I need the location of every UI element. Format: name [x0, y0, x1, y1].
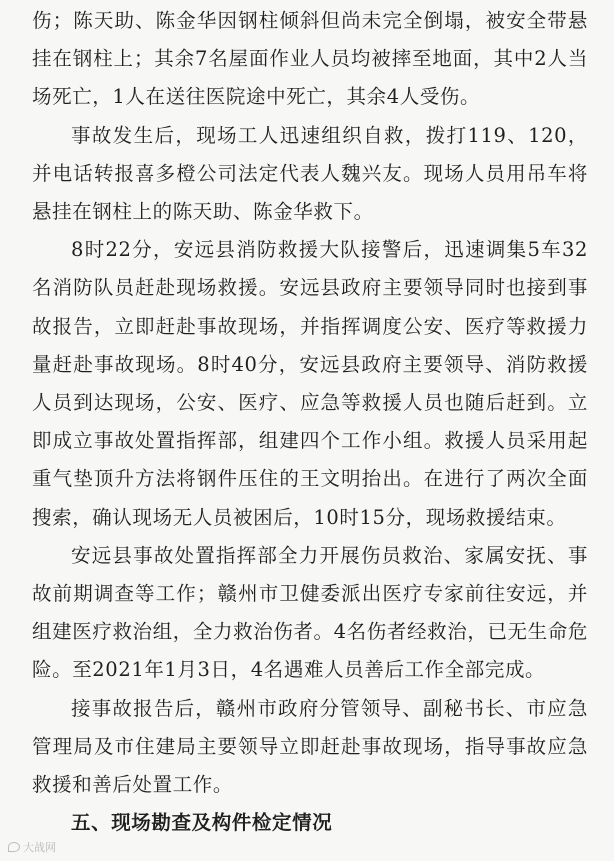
- paragraph-3: 8时22分，安远县消防救援大队接警后，迅速调集5车32名消防队员赶赴现场救援。安远县政府主要领导同时也接到事故报告，立即赶赴事故现场，并指挥调度公安、医疗等救援力量赶赴事故现场。8时40分，安远县政府主要领导、消防救援人员到达现场，公安、医疗、应急等救援人员也随后赶到。立即成立事故处置指挥部，组建四个工作小组。救援人员采用起重气垫顶升方法将钢件压住的王文明抬出。在进行了两次全面搜索，确认现场无人员被困后，10时15分，现场救援结束。: [32, 238, 588, 529]
- paragraph-4: 安远县事故处置指挥部全力开展伤员救治、家属安抚、事故前期调查等工作；赣州市卫健委派出医疗专家前往安远，并组建医疗救治组，全力救治伤者。4名伤者经救治，已无生命危险。至2021年1月3日，4名遇难人员善后工作全部完成。: [32, 543, 588, 682]
- watermark: [8, 839, 56, 855]
- section-heading: 五、现场勘查及构件检定情况: [71, 811, 333, 835]
- watermark-logo-icon: [8, 842, 20, 852]
- paragraph-2: 事故发生后，现场工人迅速组织自救，拨打119、120，并电话转报喜多橙公司法定代表人魏兴友。现场人员用吊车将悬挂在钢柱上的陈天助、陈金华救下。: [32, 123, 588, 224]
- paragraph-1: 伤；陈天助、陈金华因钢柱倾斜但尚未完全倒塌，被安全带悬挂在钢柱上；其余7名屋面作业人员均被摔至地面，其中2人当场死亡，1人在送往医院途中死亡，其余4人受伤。: [32, 9, 588, 109]
- paragraph-5: 接事故报告后，赣州市政府分管领导、副秘书长、市应急管理局及市住建局主要领导立即赶赴事故现场，指导事故应急救援和善后处置工作。: [32, 696, 588, 797]
- watermark-text: 大战网: [23, 841, 56, 854]
